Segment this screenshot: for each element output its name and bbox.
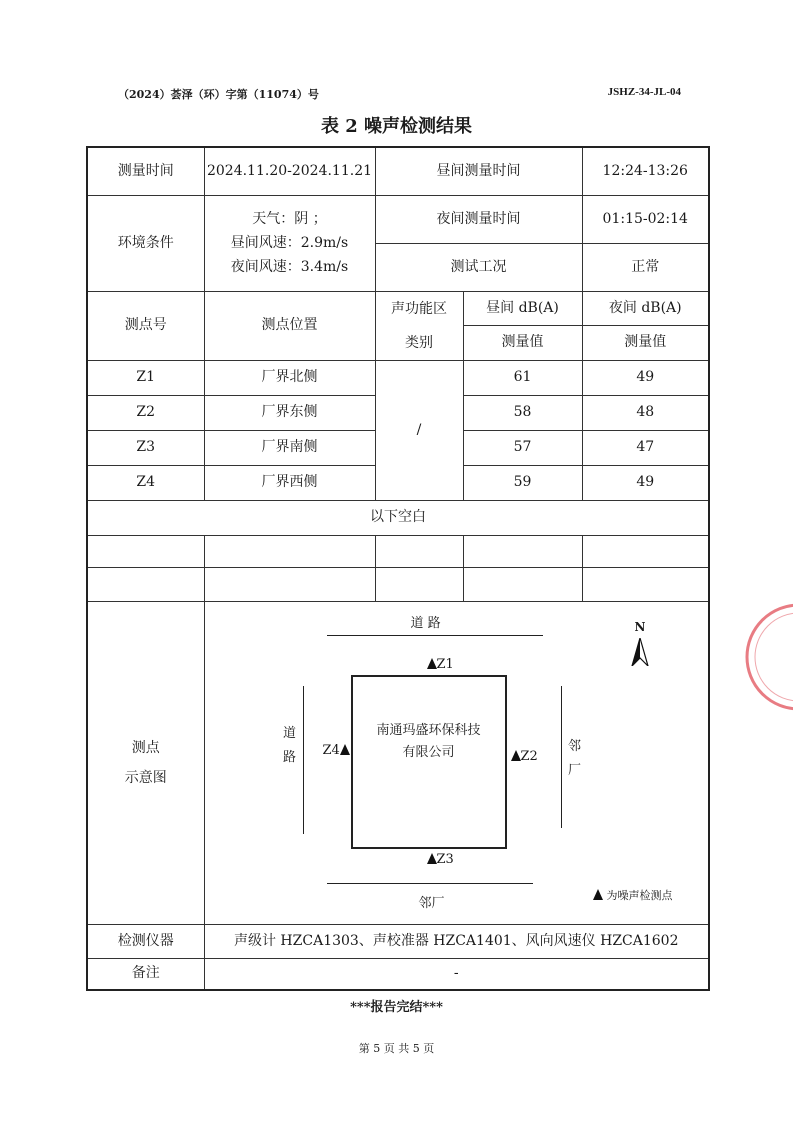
row-night-value: 47	[582, 430, 709, 465]
road-left-line	[303, 686, 304, 834]
row-night-value: 48	[582, 395, 709, 430]
row-night-value: 49	[582, 465, 709, 500]
point-z3	[427, 852, 454, 868]
point-z4	[323, 743, 350, 759]
table-header-row	[87, 291, 709, 326]
empty-row	[87, 535, 709, 567]
table-title: 表 2 噪声检测结果	[320, 116, 473, 137]
road-top-line	[327, 635, 543, 636]
col-day-header: 昼间 dB(A)	[463, 291, 582, 326]
legend-text: 为噪声检测点	[606, 888, 673, 902]
col-night-measured: 测量值	[582, 326, 709, 361]
road-left-char2: 路	[282, 749, 296, 765]
row-location: 厂界南侧	[204, 430, 375, 465]
table-row	[87, 924, 709, 958]
report-end: ***报告完结***	[350, 1000, 443, 1015]
noise-point-icon	[593, 889, 603, 900]
noise-point-icon	[511, 750, 521, 761]
site-diagram-cell	[204, 601, 709, 924]
road-left-label	[283, 722, 297, 770]
instruments-label: 检测仪器	[87, 924, 204, 958]
row-point-id: Z4	[87, 465, 204, 500]
seal-stamp-icon	[737, 598, 793, 716]
point-z4-label: Z4	[322, 742, 340, 758]
north-label: N	[634, 619, 646, 634]
noise-point-icon	[427, 853, 437, 864]
col-location: 测点位置	[204, 291, 375, 360]
table-row	[87, 500, 709, 535]
day-wind-text: 昼间风速：2.9m/s	[230, 235, 349, 251]
zone-value: /	[375, 360, 463, 500]
night-wind-text: 夜间风速：3.4m/s	[230, 259, 349, 275]
row-day-value: 58	[463, 395, 582, 430]
col-zone	[375, 291, 463, 360]
table-row	[87, 147, 709, 195]
blank-note: 以下空白	[87, 500, 709, 535]
col-day-measured: 测量值	[463, 326, 582, 361]
remarks-value: -	[204, 958, 709, 990]
table-row	[87, 360, 709, 395]
night-time-value: 01:15-02:14	[582, 195, 709, 243]
row-point-id: Z2	[87, 395, 204, 430]
neighbor-right-label	[568, 735, 582, 783]
point-z1	[427, 657, 454, 673]
env-label: 环境条件	[87, 195, 204, 291]
night-time-label: 夜间测量时间	[375, 195, 582, 243]
neighbor-right-char2: 厂	[567, 762, 581, 778]
neighbor-right-line	[561, 686, 562, 828]
measure-time-label: 测量时间	[87, 147, 204, 195]
diagram-row	[87, 601, 709, 924]
doc-number: （2024）荟泽（环）字第（11074）号	[118, 88, 319, 101]
neighbor-bottom-label: 邻厂	[418, 895, 445, 911]
north-arrow-icon	[631, 638, 649, 666]
point-z3-label: Z3	[436, 851, 454, 867]
diagram-label-line1: 测点	[131, 739, 160, 756]
company-name-line2: 有限公司	[402, 744, 455, 760]
factory-boundary	[351, 675, 507, 849]
row-point-id: Z1	[87, 360, 204, 395]
point-z1-label: Z1	[436, 656, 454, 672]
point-z2	[511, 749, 538, 765]
noise-point-icon	[340, 744, 350, 755]
table-row	[87, 958, 709, 990]
env-conditions	[204, 195, 375, 291]
day-time-value: 12:24-13:26	[582, 147, 709, 195]
site-diagram	[205, 602, 710, 924]
diagram-label-line2: 示意图	[124, 769, 167, 786]
weather-text: 天气：阴 ；	[252, 211, 327, 227]
condition-label: 测试工况	[375, 243, 582, 291]
day-time-label: 昼间测量时间	[375, 147, 582, 195]
row-day-value: 57	[463, 430, 582, 465]
road-top-label: 道 路	[410, 615, 441, 631]
noise-results-table	[86, 146, 710, 991]
row-day-value: 61	[463, 360, 582, 395]
neighbor-bottom-line	[327, 883, 533, 884]
road-left-char1: 道	[282, 725, 296, 741]
col-night-header: 夜间 dB(A)	[582, 291, 709, 326]
condition-value: 正常	[582, 243, 709, 291]
row-location: 厂界北侧	[204, 360, 375, 395]
empty-row	[87, 567, 709, 601]
company-name-line1: 南通玛盛环保科技	[376, 722, 481, 738]
neighbor-right-char1: 邻	[567, 738, 581, 754]
row-point-id: Z3	[87, 430, 204, 465]
col-zone-line2: 类别	[405, 334, 433, 351]
page-info: 第 5 页 共 5 页	[358, 1042, 435, 1055]
point-z2-label: Z2	[520, 748, 538, 764]
col-zone-line1: 声功能区	[391, 300, 447, 317]
table-row	[87, 195, 709, 243]
legend	[593, 889, 673, 902]
row-location: 厂界东侧	[204, 395, 375, 430]
noise-point-icon	[427, 658, 437, 669]
col-point-no: 测点号	[87, 291, 204, 360]
row-day-value: 59	[463, 465, 582, 500]
form-code: JSHZ-34-JL-04	[607, 86, 681, 98]
row-location: 厂界西侧	[204, 465, 375, 500]
remarks-label: 备注	[87, 958, 204, 990]
diagram-label	[87, 601, 204, 924]
instruments-value: 声级计 HZCA1303、声校准器 HZCA1401、风向风速仪 HZCA1602	[204, 924, 709, 958]
row-night-value: 49	[582, 360, 709, 395]
measure-time-value: 2024.11.20-2024.11.21	[204, 147, 375, 195]
